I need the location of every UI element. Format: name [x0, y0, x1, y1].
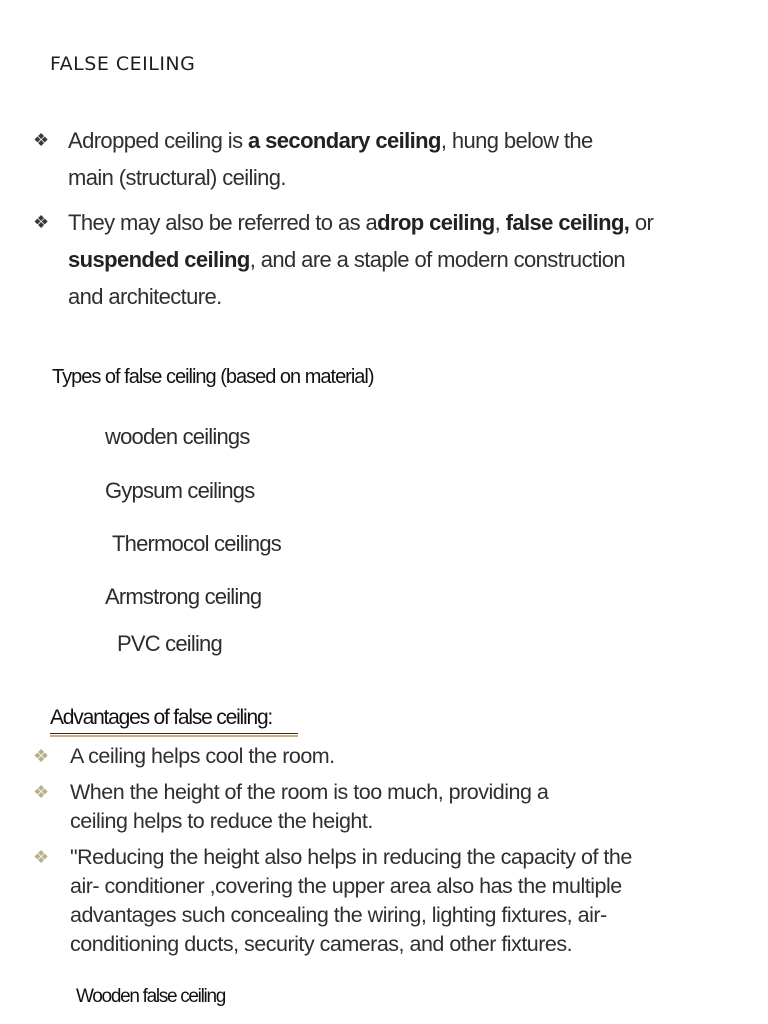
type-item: PVC ceiling: [117, 631, 222, 656]
section-caption: Wooden false ceiling: [76, 986, 225, 1007]
diamond-bullet-icon: ❖: [33, 130, 50, 150]
diamond-bullet-icon: ❖: [33, 782, 50, 802]
intro-2-line-2: suspended ceiling, and are a staple of modern construction: [68, 247, 626, 272]
type-item: wooden ceilings: [105, 424, 250, 449]
diamond-bullet-icon: ❖: [33, 847, 50, 867]
type-item: Thermocol ceilings: [112, 531, 282, 556]
intro-1-line-2: main (structural) ceiling.: [68, 165, 286, 190]
type-item: Gypsum ceilings: [105, 478, 255, 503]
advantage-item-2: When the height of the room is too much, providing a ceiling helps to reduce the height.: [70, 780, 549, 833]
diamond-bullet-icon: ❖: [33, 212, 50, 232]
advantages-heading: Advantages of false ceiling:: [50, 706, 272, 730]
diamond-bullet-icon: ❖: [33, 746, 50, 766]
intro-2-line-3: and architecture.: [68, 284, 222, 309]
intro-2-line-1: They may also be referred to as adrop ceiling, false ceiling, or: [68, 210, 654, 235]
type-item: Armstrong ceiling: [105, 584, 262, 609]
advantage-item-1: A ceiling helps cool the room.: [70, 744, 335, 768]
heading-underline-accent: [50, 735, 298, 737]
advantage-item-3: "Reducing the height also helps in reducing the capacity of the air- conditioner ,covering the upper area also has the multiple advantages such concealing the wiring, lighting fixtures, air- conditioning ducts, security cameras, and other fixtures.: [70, 845, 632, 956]
intro-paragraph-2: [68, 204, 653, 315]
intro-paragraph-1: [68, 122, 593, 196]
page-title: FALSE CEILING: [50, 53, 196, 75]
intro-1-line-1: Adropped ceiling is a secondary ceiling, hung below the: [68, 128, 593, 153]
types-heading: Types of false ceiling (based on material): [52, 366, 374, 388]
heading-underline: [50, 733, 298, 735]
